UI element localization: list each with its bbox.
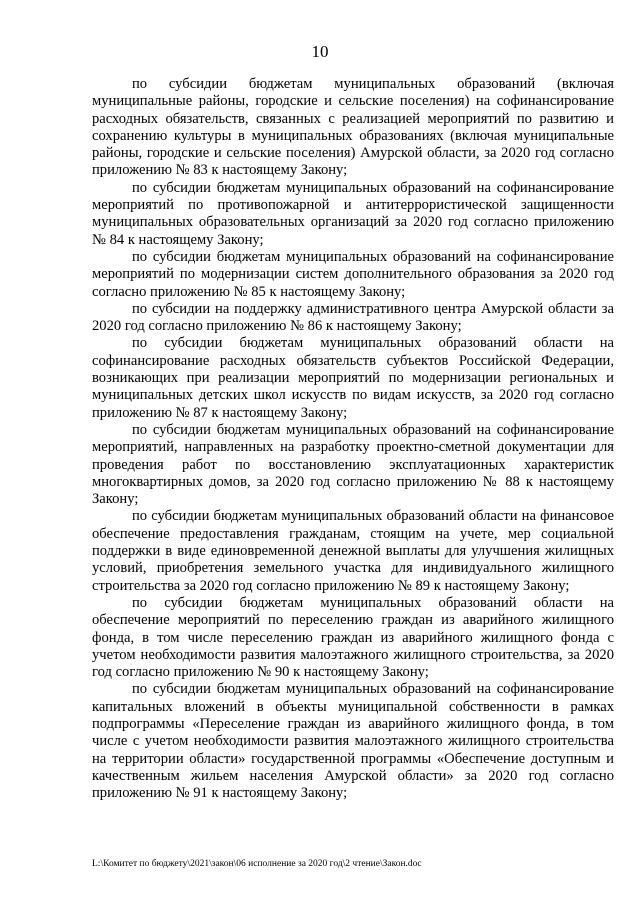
paragraph-appendix-90: по субсидии бюджетам муниципальных образований области на обеспечение мероприятий по переселению граждан из аварийного жилищного фонда, в том числе переселению граждан из аварийного жилищного фонда с учетом необходимости развития малоэтажного жилищного строительства, за 2020 год согласно приложению № 90 к настоящему Закону;	[92, 594, 614, 681]
paragraph-appendix-83: по субсидии бюджетам муниципальных образований (включая муниципальные районы, городские и сельские поселения) на софинансирование расходных обязательств, связанных с реализацией мероприятий по развитию и сохранению культуры в муниципальных образованиях (включая муниципальные районы, городские и сельские поселения) Амурской области, за 2020 год согласно приложению № 83 к настоящему Закону;	[92, 76, 614, 179]
paragraph-appendix-89: по субсидии бюджетам муниципальных образований области на финансовое обеспечение предоставления гражданам, стоящим на учете, мер социальной поддержки в виде единовременной денежной выплаты для улучшения жилищных условий, приобретения земельного участка для индивидуального жилищного строительства за 2020 год согласно приложению № 89 к настоящему Закону;	[92, 508, 614, 594]
paragraph-appendix-87: по субсидии бюджетам муниципальных образований области на софинансирование расходных обязательств субъектов Российской Федерации, возникающих при реализации мероприятий по модернизации региональных и муниципальных детских школ искусств по видам искусств, за 2020 год согласно приложению № 87 к настоящему Закону;	[92, 335, 614, 421]
document-body	[92, 76, 614, 802]
paragraph-appendix-86: по субсидии на поддержку административного центра Амурской области за 2020 год согласно приложению № 86 к настоящему Закону;	[92, 300, 614, 335]
paragraph-appendix-91: по субсидии бюджетам муниципальных образований на софинансирование капитальных вложений в объекты муниципальной собственности в рамках подпрограммы «Переселение граждан из аварийного жилищного фонда, в том числе с учетом необходимости развития малоэтажного жилищного строительства на территории области» государственной программы «Обеспечение доступным и качественным жильем населения Амурской области» за 2020 год согласно приложению № 91 к настоящему Закону;	[92, 681, 614, 802]
page-number: 10	[311, 42, 329, 61]
paragraph-appendix-88: по субсидии бюджетам муниципальных образований на софинансирование мероприятий, направленных на разработку проектно-сметной документации для проведения работ по восстановлению эксплуатационных характеристик многоквартирных домов, за 2020 год согласно приложению № 88 к настоящему Закону;	[92, 421, 614, 508]
paragraph-appendix-85: по субсидии бюджетам муниципальных образований на софинансирование мероприятий по модернизации систем дополнительного образования за 2020 год согласно приложению № 85 к настоящему Закону;	[92, 248, 614, 300]
paragraph-appendix-84: по субсидии бюджетам муниципальных образований на софинансирование мероприятий по противопожарной и антитеррористической защищенности муниципальных образовательных организаций за 2020 год согласно приложению № 84 к настоящему Закону;	[92, 179, 614, 248]
footer-file-path: L:\Комитет по бюджету\2021\закон\06 исполнение за 2020 год\2 чтение\Закон.doc	[92, 859, 422, 869]
